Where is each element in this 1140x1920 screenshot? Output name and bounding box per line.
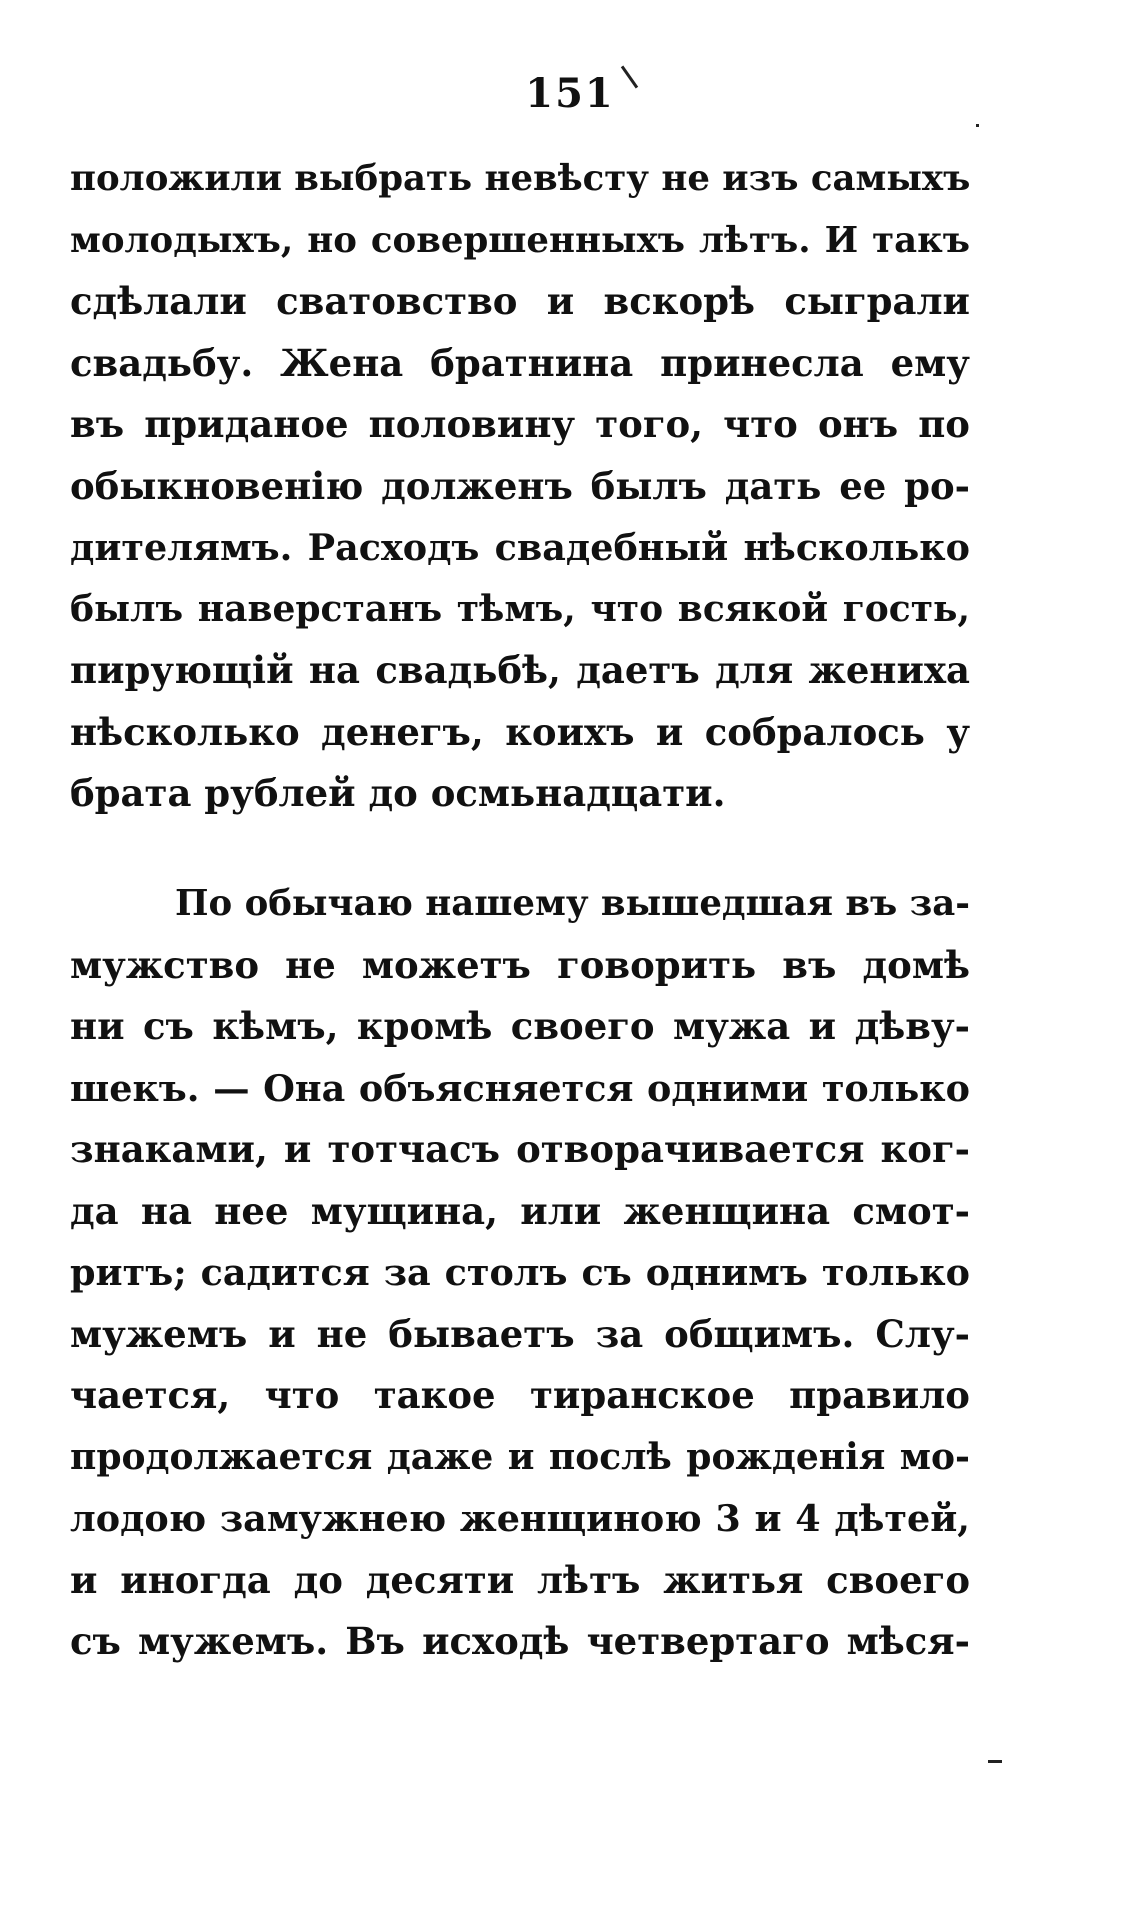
text-line: пирующій на свадьбѣ, даетъ для жениха — [70, 648, 970, 692]
stray-ink-mark — [988, 1760, 1002, 1763]
text-line: въ приданое половину того, что онъ по — [70, 402, 970, 446]
text-line: сдѣлали сватовство и вскорѣ сыграли — [70, 279, 970, 323]
text-line: ни съ кѣмъ, кромѣ своего мужа и дѣву- — [70, 1004, 970, 1048]
text-line: и иногда до десяти лѣтъ житья своего — [70, 1557, 970, 1602]
text-line: былъ наверстанъ тѣмъ, что всякой гость, — [70, 587, 970, 630]
text-line: продолжается даже и послѣ рожденія мо- — [70, 1435, 970, 1478]
text-line: чается, что такое тиранское правило — [70, 1373, 970, 1417]
text-line: По обычаю нашему вышедшая въ за- — [175, 883, 970, 924]
text-line: нѣсколько денегъ, коихъ и собралось у — [70, 709, 970, 754]
page-number: 151 — [525, 70, 615, 117]
text-line: съ мужемъ. Въ исходѣ четвертаго мѣся- — [70, 1619, 970, 1663]
stray-ink-mark — [976, 124, 979, 127]
text-line: дителямъ. Расходъ свадебный нѣсколько — [70, 526, 970, 569]
text-line: да на нее мущина, или женщина смот- — [70, 1188, 970, 1233]
text-line: молодыхъ, но совершенныхъ лѣтъ. И такъ — [70, 219, 970, 261]
text-line: мужство не можетъ говорить въ домѣ — [70, 942, 970, 987]
text-line: ритъ; садится за столъ съ однимъ только — [70, 1251, 970, 1294]
text-line: свадьбу. Жена братнина принесла ему — [70, 340, 970, 385]
paragraph-1 — [70, 148, 970, 825]
text-line: знаками, и тотчасъ отворачивается ког- — [70, 1127, 970, 1171]
text-line: положили выбрать невѣсту не изъ самыхъ — [70, 158, 971, 199]
text-line: обыкновенію долженъ былъ дать ее ро- — [70, 463, 970, 508]
text-line: лодою замужнею женщиною 3 и 4 дѣтей, — [70, 1497, 970, 1540]
text-line: брата рублей до осмьнадцати. — [70, 771, 726, 815]
text-line: шекъ. — Она объясняется одними только — [70, 1066, 970, 1110]
paragraph-2 — [70, 873, 970, 1673]
text-line: мужемъ и не бываетъ за общимъ. Слу- — [70, 1311, 970, 1356]
